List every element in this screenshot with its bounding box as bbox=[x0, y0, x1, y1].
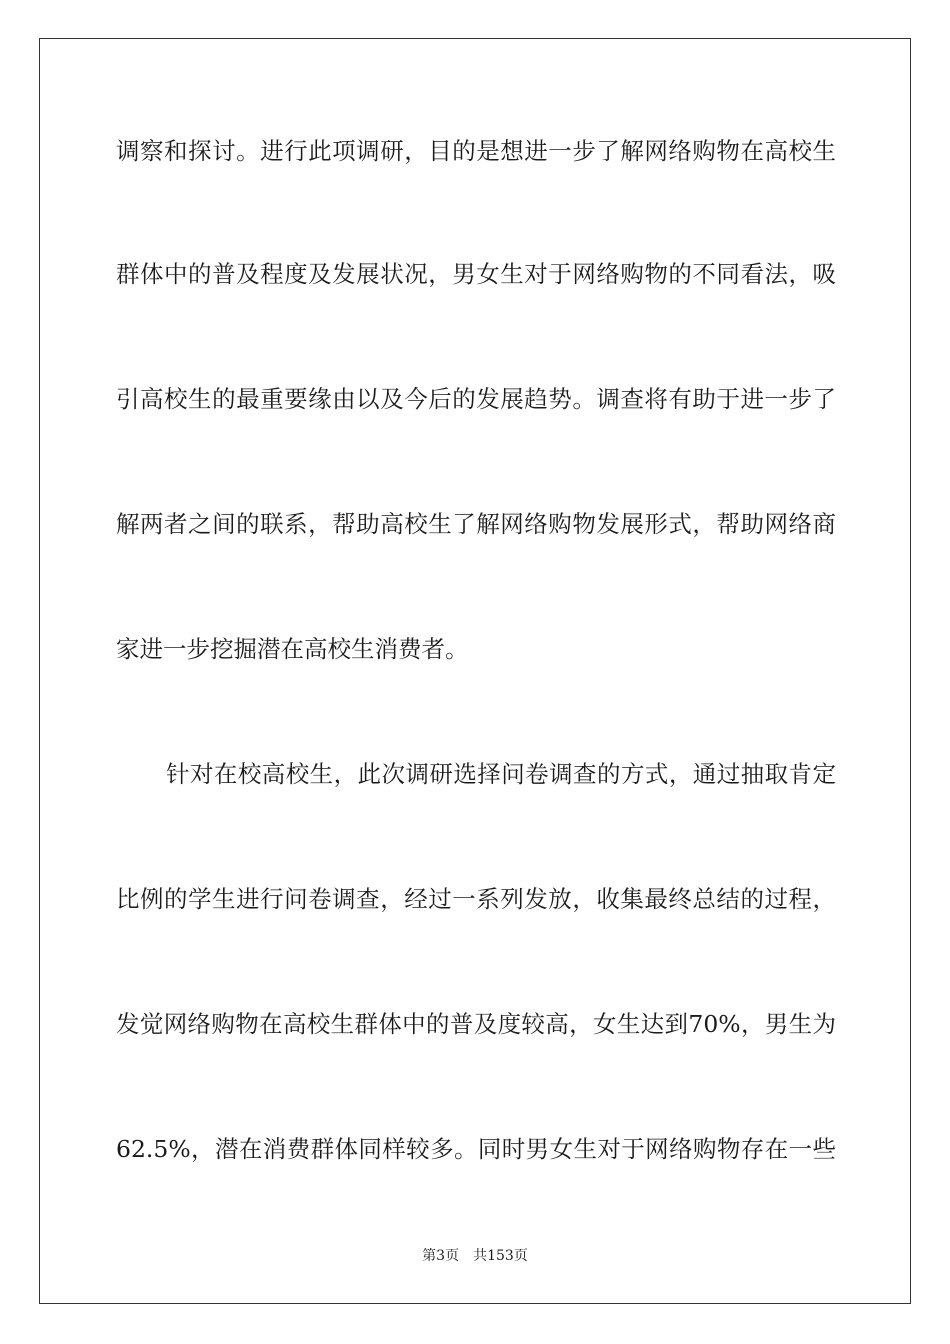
text-line: 发觉网络购物在高校生群体中的普及度较高，女生达到70%，男生为 bbox=[116, 1010, 836, 1038]
page-number: 第3页 bbox=[422, 1248, 460, 1264]
text-line: 家进一步挖掘潜在高校生消费者。 bbox=[116, 635, 469, 663]
text-line: 引高校生的最重要缘由以及今后的发展趋势。调查将有助于进一步了 bbox=[116, 385, 836, 413]
page-footer bbox=[0, 1246, 950, 1266]
paragraph-first-line: 针对在校高校生，此次调研选择问卷调查的方式，通过抽取肯定 bbox=[166, 760, 836, 788]
total-pages: 共153页 bbox=[473, 1248, 528, 1264]
text-line: 比例的学生进行问卷调查，经过一系列发放，收集最终总结的过程， bbox=[116, 885, 836, 913]
text-line: 群体中的普及程度及发展状况，男女生对于网络购物的不同看法，吸 bbox=[116, 260, 836, 288]
text-line: 调察和探讨。进行此项调研，目的是想进一步了解网络购物在高校生 bbox=[116, 137, 836, 165]
text-line: 62.5%，潜在消费群体同样较多。同时男女生对于网络购物存在一些 bbox=[116, 1135, 836, 1163]
page-border bbox=[39, 38, 911, 1304]
text-line: 解两者之间的联系，帮助高校生了解网络购物发展形式，帮助网络商 bbox=[116, 510, 836, 538]
